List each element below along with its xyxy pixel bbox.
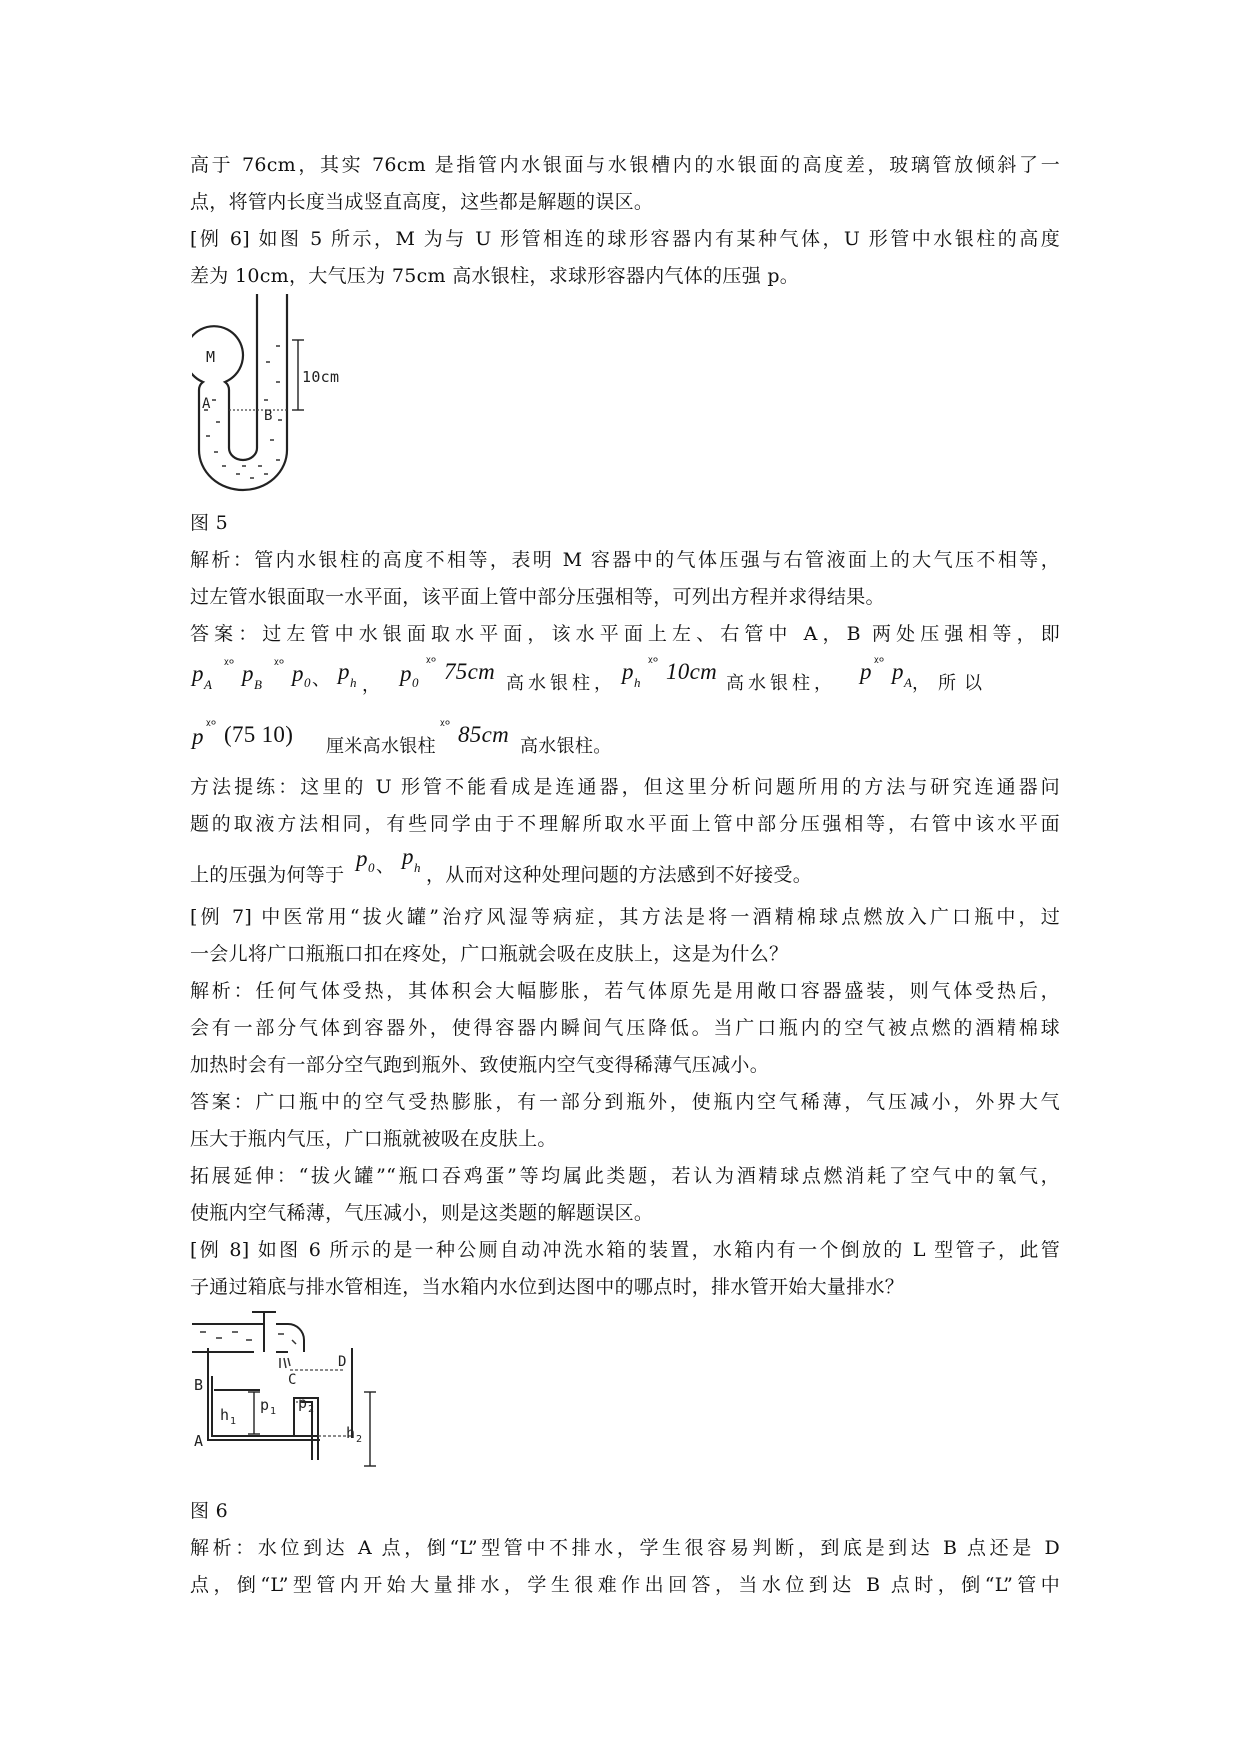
example-6-question: 差为 10cm，大气压为 75cm 高水银柱，求球形容器内气体的压强 p。 bbox=[190, 265, 800, 287]
symbol-p0: p bbox=[292, 661, 304, 686]
value-75cm: 75cm bbox=[444, 659, 496, 684]
symbol-ph: p bbox=[338, 659, 350, 684]
inline-text: 上的压强为何等于 bbox=[190, 864, 345, 886]
separator: 、 bbox=[312, 669, 331, 690]
expression: (75 10) bbox=[224, 722, 294, 747]
symbol-pa: p bbox=[892, 659, 904, 684]
subscript: h bbox=[350, 675, 357, 690]
inline-text: ，从而对这种处理问题的方法感到不好接受。 bbox=[426, 864, 813, 886]
paragraph-line: 高于 76cm，其实 76cm 是指管内水银面与水银槽内的水银面的高度差，玻璃管放倾斜了一 bbox=[190, 154, 1060, 176]
answer-text: 压大于瓶内气压，广口瓶就被吸在皮肤上。 bbox=[190, 1128, 557, 1150]
figure-label-b: B bbox=[194, 1376, 204, 1394]
equals-sign: ᵡᵒ bbox=[224, 657, 235, 672]
symbol-ph: p bbox=[402, 844, 414, 869]
symbol-p0: p bbox=[356, 846, 368, 871]
extension-text: 拓展延伸：“拔火罐”“瓶口吞鸡蛋”等均属此类题，若认为酒精球点燃消耗了空气中的氧气， bbox=[190, 1165, 1060, 1187]
figure-label-d: D bbox=[338, 1354, 347, 1370]
analysis-text: 解析：管内水银柱的高度不相等，表明 M 容器中的气体压强与右管液面上的大气压不相等， bbox=[190, 549, 1060, 571]
figure-label-c: C bbox=[288, 1372, 297, 1388]
extension-text: 使瓶内空气稀薄，气压减小，则是这类题的解题误区。 bbox=[190, 1202, 654, 1224]
equation-line-2 bbox=[190, 718, 1060, 758]
equals-sign: ᵡᵒ bbox=[274, 657, 285, 672]
subscript: h bbox=[414, 860, 421, 875]
symbol-pa: p bbox=[192, 661, 204, 686]
symbol-pb: p bbox=[242, 661, 254, 686]
svg-text:2: 2 bbox=[356, 1434, 363, 1445]
subscript: B bbox=[254, 677, 263, 692]
analysis-text: 解析：任何气体受热，其体积会大幅膨胀，若气体原先是用敞口容器盛装，则气体受热后， bbox=[190, 980, 1060, 1002]
symbol-p0: p bbox=[400, 661, 412, 686]
separator: 、 bbox=[376, 856, 395, 877]
analysis-text: 过左管水银面取一水平面，该平面上管中部分压强相等，可列出方程并求得结果。 bbox=[190, 586, 885, 608]
answer-text: 答案：过左管中水银面取水平面，该水平面上左、右管中 A，B 两处压强相等，即 bbox=[190, 623, 1060, 645]
figure-label-m: M bbox=[206, 348, 216, 366]
subscript: 0 bbox=[368, 860, 375, 875]
method-summary: 题的取液方法相同，有些同学由于不理解所取水平面上管中部分压强相等，右管中该水平面 bbox=[190, 813, 1060, 835]
figure-label-a: A bbox=[194, 1432, 204, 1450]
example-8-question: [例 8] 如图 6 所示的是一种公厕自动冲洗水箱的装置，水箱内有一个倒放的 L 型管子，此管 bbox=[190, 1239, 1060, 1261]
svg-text:1: 1 bbox=[230, 1416, 237, 1427]
subscript: h bbox=[634, 675, 641, 690]
figure-5-u-tube-diagram bbox=[192, 290, 402, 500]
equation-line-1 bbox=[190, 655, 1060, 695]
svg-text:1: 1 bbox=[270, 1406, 277, 1417]
figure-label-b: B bbox=[264, 408, 273, 424]
equals-sign: ᵡᵒ bbox=[874, 655, 885, 670]
svg-text:2: 2 bbox=[308, 1404, 315, 1415]
symbol-ph: p bbox=[622, 659, 634, 684]
equals-sign: ᵡᵒ bbox=[426, 655, 437, 670]
example-6-question: [例 6] 如图 5 所示，M 为与 U 形管相连的球形容器内有某种气体，U 形管中水银柱的高度 bbox=[190, 228, 1060, 250]
analysis-text: 解析：水位到达 A 点，倒“L”型管中不排水，学生很容易判断，到底是到达 B 点还是 D bbox=[190, 1537, 1060, 1559]
unit-text: 高水银柱， bbox=[726, 673, 836, 694]
example-8-question: 子通过箱底与排水管相连，当水箱内水位到达图中的哪点时，排水管开始大量排水？ bbox=[190, 1276, 905, 1298]
symbol-p: p bbox=[860, 659, 872, 684]
figure-label-h1: h bbox=[220, 1406, 230, 1424]
value-85cm: 85cm bbox=[458, 722, 510, 747]
symbol-p: p bbox=[192, 724, 204, 749]
analysis-text: 点，倒“L”型管内开始大量排水，学生很难作出回答，当水位到达 B 点时，倒“L”管中 bbox=[190, 1574, 1060, 1596]
subscript: 0 bbox=[304, 675, 311, 690]
figure-5-caption: 图 5 bbox=[190, 512, 229, 534]
equals-sign: ᵡᵒ bbox=[648, 655, 659, 670]
figure-label-h2: h bbox=[346, 1424, 356, 1442]
figure-label-p1: p bbox=[260, 1396, 270, 1414]
equals-sign: ᵡᵒ bbox=[206, 718, 217, 733]
example-7-question: 一会儿将广口瓶瓶口扣在疼处，广口瓶就会吸在皮肤上，这是为什么？ bbox=[190, 943, 789, 965]
figure-label-a: A bbox=[202, 396, 211, 412]
method-summary: 方法提练：这里的 U 形管不能看成是连通器，但这里分析问题所用的方法与研究连通器问 bbox=[190, 776, 1060, 798]
value-10cm: 10cm bbox=[666, 659, 718, 684]
figure-6-caption: 图 6 bbox=[190, 1500, 229, 1522]
analysis-text: 加热时会有一部分空气跑到瓶外、致使瓶内空气变得稀薄气压减小。 bbox=[190, 1054, 770, 1076]
tail-text: ，所以 bbox=[912, 673, 990, 694]
answer-text: 答案：广口瓶中的空气受热膨胀，有一部分到瓶外，使瓶内空气稀薄，气压减小，外界大气 bbox=[190, 1091, 1060, 1113]
analysis-text: 会有一部分气体到容器外，使得容器内瞬间气压降低。当广口瓶内的空气被点燃的酒精棉球 bbox=[190, 1017, 1060, 1039]
subscript: A bbox=[204, 677, 213, 692]
figure-6-flush-tank-diagram bbox=[192, 1310, 414, 1488]
unit-text: 厘米高水银柱 bbox=[326, 736, 436, 757]
subscript: 0 bbox=[412, 675, 419, 690]
unit-text: 高水银柱， bbox=[506, 673, 616, 694]
equals-sign: ᵡᵒ bbox=[440, 718, 451, 733]
figure-label-p2: p bbox=[298, 1394, 308, 1412]
unit-text: 高水银柱。 bbox=[520, 736, 612, 757]
subscript: A bbox=[904, 675, 913, 690]
method-summary-inline bbox=[190, 846, 1060, 886]
paragraph-line: 点，将管内长度当成竖直高度，这些都是解题的误区。 bbox=[190, 191, 654, 213]
figure-label-height: 10cm bbox=[302, 368, 340, 386]
example-7-question: [例 7] 中医常用“拔火罐”治疗风湿等病症，其方法是将一酒精棉球点燃放入广口瓶中，过 bbox=[190, 906, 1060, 928]
separator: ， bbox=[362, 675, 381, 696]
